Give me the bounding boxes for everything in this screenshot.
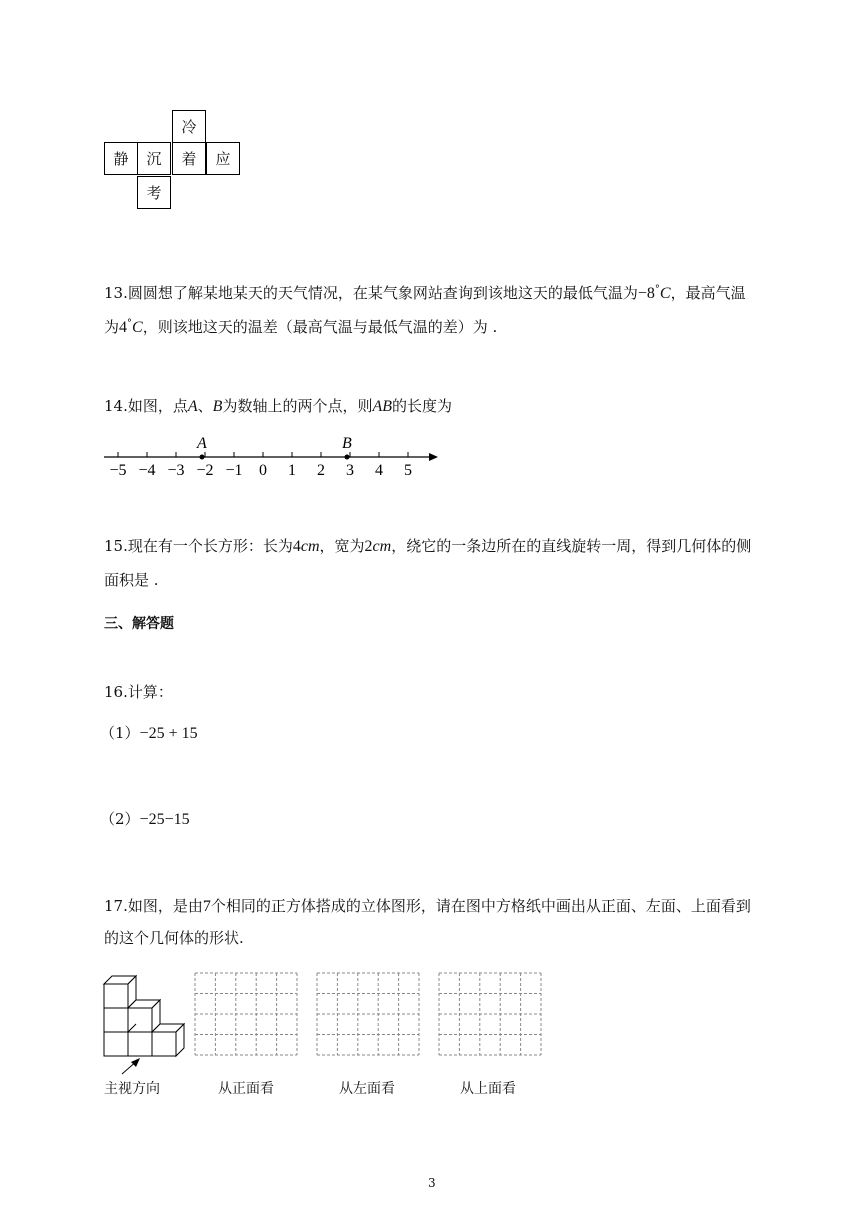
q13-text-4: ，则该地这天的温差（最高气温与最低气温的差）为 . [142, 318, 498, 336]
q14-segment: AB [372, 398, 392, 415]
q15-text-2: ，宽为 [319, 537, 365, 555]
point-a-dot [200, 455, 205, 460]
number-line-ticks [109, 452, 412, 479]
q13-unit: C [659, 285, 671, 302]
tick-label: −4 [138, 462, 156, 479]
q14-text-2: 为数轴上的两个点，则 [222, 397, 373, 415]
q14-text: 14.如图，点 [104, 397, 188, 415]
q15-text-3: ，绕它的一条边所在的直线旋转一周，得到几何体的侧 [391, 537, 752, 555]
tick-label: −3 [167, 462, 185, 479]
point-b-dot [345, 455, 350, 460]
net-cell-bottom: 考 [137, 176, 171, 209]
tick-label: −5 [109, 462, 127, 479]
q15-line1 [104, 536, 751, 557]
q15-unit-1: cm [300, 538, 320, 555]
q13-text-2: ，最高气温 [670, 284, 746, 302]
q13-degree: ° [654, 284, 660, 295]
section-title: 三、解答题 [104, 616, 174, 632]
q13-high-temp: 4 [119, 319, 128, 336]
q16-part2-label: （2） [100, 810, 140, 828]
tick-label: 5 [404, 462, 412, 479]
q13-line1 [104, 280, 746, 304]
page-number: 3 [428, 1176, 436, 1190]
tick-label: 2 [317, 462, 325, 479]
number-line-arrow [429, 453, 438, 461]
net-cell-top: 冷 [172, 110, 206, 143]
q13-text-3: 为 [104, 318, 120, 336]
tick-label: 3 [346, 462, 354, 479]
q17-line2: 的这个几何体的形状. [104, 929, 244, 947]
caption-front-view: 从正面看 [218, 1081, 274, 1097]
q16-part1 [100, 723, 198, 744]
q15-unit-2: cm [372, 538, 392, 555]
q16-part1-label: （1） [100, 724, 140, 742]
cube-stack-figure [100, 968, 190, 1076]
q15-length: 4 [292, 538, 301, 555]
q15-text: 15.现在有一个长方形：长为 [104, 537, 293, 555]
q17-text-2: 个相同的正方体搭成的立体图形，请在图中方格纸中画出从正面、左面、上面看到 [210, 897, 751, 915]
q15-line2: 面积是 . [104, 571, 159, 589]
q15-width: 2 [364, 538, 373, 555]
point-b-label: B [342, 435, 352, 452]
q14-line [104, 396, 452, 417]
net-cell-1: 静 [104, 142, 138, 175]
grid-front-view [194, 972, 298, 1056]
q13-low-temp: −8 [637, 285, 655, 302]
caption-left-view: 从左面看 [339, 1081, 395, 1097]
q17-line1 [104, 896, 751, 917]
q16-part2 [100, 809, 190, 830]
q16-part2-expr: −25−15 [139, 811, 190, 828]
q14-text-3: 的长度为 [392, 397, 453, 415]
net-cell-3: 着 [172, 142, 206, 175]
point-a-label: A [197, 435, 207, 452]
q17-count: 7 [202, 898, 211, 915]
net-cell-4: 应 [206, 142, 240, 175]
q13-text: 13.圆圆想了解某地某天的天气情况，在某气象网站查询到该地这天的最低气温为 [104, 284, 638, 302]
net-cell-2: 沉 [137, 142, 171, 175]
number-line [96, 430, 446, 480]
q14-point-b: B [212, 398, 223, 415]
grid-left-view [316, 972, 420, 1056]
tick-label: 0 [259, 462, 267, 479]
tick-label: −2 [196, 462, 214, 479]
q14-sep: 、 [197, 397, 213, 415]
q13-degree-2: ° [127, 318, 133, 329]
tick-label: 4 [375, 462, 383, 479]
caption-top-view: 从上面看 [460, 1081, 516, 1097]
grid-top-view [438, 972, 542, 1056]
q13-unit-2: C [132, 319, 143, 336]
q17-text: 17.如图，是由 [104, 897, 203, 915]
q14-point-a: A [187, 398, 198, 415]
view-direction-arrowhead [131, 1058, 140, 1067]
caption-main-view: 主视方向 [104, 1081, 160, 1097]
q13-line2 [104, 314, 497, 338]
q16-title: 16.计算： [104, 683, 173, 701]
q16-part1-expr: −25 + 15 [139, 725, 198, 742]
tick-label: 1 [288, 462, 296, 479]
tick-label: −1 [225, 462, 243, 479]
